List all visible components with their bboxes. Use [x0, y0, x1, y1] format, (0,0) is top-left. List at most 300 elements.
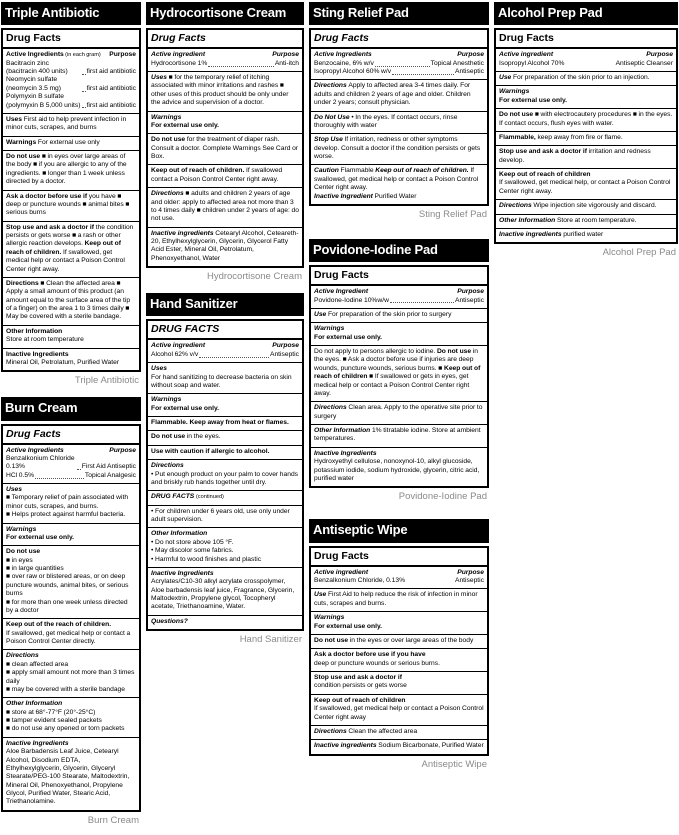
drug-facts-heading: Drug Facts: [311, 267, 487, 286]
facts-text: [151, 556, 299, 564]
text-span: Uses: [151, 74, 169, 82]
drug-facts-panel: [1, 424, 141, 812]
text-span: deep or puncture wounds or serious burns.: [314, 659, 440, 667]
facts-section: [311, 612, 487, 635]
facts-section: [3, 349, 139, 371]
text-span: Active Ingredients: [6, 51, 64, 59]
text-span: Do Not Use: [314, 113, 352, 121]
text-span: ■ Helps protect against harmful bacteria.: [6, 511, 126, 519]
drug-facts-panel: [146, 28, 304, 268]
panel-title: Antiseptic Wipe: [309, 519, 489, 542]
facts-section: [148, 112, 302, 135]
facts-text: [151, 547, 299, 555]
text-span: Active ingredient: [499, 51, 554, 59]
text-span: If swallowed, get medical help or contact a Poison Control Center right away.: [6, 248, 125, 273]
facts-text: [499, 202, 673, 210]
facts-section: [148, 506, 302, 529]
drug-facts-heading: Drug Facts: [311, 30, 487, 49]
text-span: Use: [499, 74, 513, 82]
text-span: ■ in eyes over large areas of the body ■ if you are allergic to any of the ingredients. ■ longer than 1 week unless directed by a doctor.: [6, 153, 127, 186]
facts-section: [3, 326, 139, 349]
text-span: Inactive Ingredients: [151, 569, 214, 577]
text-span: Purpose: [646, 51, 673, 59]
facts-section: [311, 726, 487, 740]
facts-section: [311, 309, 487, 323]
text-span: For hand sanitizing to decrease bacteria on skin without soap and water.: [151, 373, 292, 389]
facts-text: [6, 630, 136, 647]
dotted-leader: [35, 478, 84, 479]
facts-text: [499, 74, 673, 82]
text-span: Warnings: [151, 396, 182, 404]
text-span: Other Information: [151, 530, 208, 538]
purpose-label: [646, 51, 673, 59]
purpose-label: [457, 569, 484, 577]
text-span: Directions: [499, 202, 534, 210]
facts-text: [499, 134, 673, 142]
text-span: ■ over raw or blistered areas, or on deep puncture wounds, animal bites, or serious burns: [6, 573, 129, 598]
text-span: Uses: [151, 365, 167, 373]
facts-text: [6, 494, 136, 511]
facts-text: [151, 190, 299, 224]
ingredient-row: [151, 60, 299, 68]
ingredient-row: [314, 60, 484, 68]
text-span: Aloe Barbadensis Leaf Juice, Cetearyl Alcohol, Disodium EDTA, Ethylhexylglycerin, Glycerin, Glyceryl Stearate/PEG-100 Stearate, Maltodextrin, Mineral Oil, Phenoxyethanol, Propylene Glycol, Purified Water, Stearic Acid, Triethanolamine.: [6, 748, 130, 806]
facts-section: [311, 589, 487, 612]
facts-text: [314, 325, 484, 333]
text-span: Apply to affected area 3-4 times daily. For adults and children 2 years of age and older. Children under 2 years; consult physician.: [314, 82, 471, 107]
text-span: Active ingredient: [151, 51, 206, 59]
text-span: ■ with electrocautery procedures ■ in the eyes. If contact occurs, flush eyes with water.: [499, 111, 673, 127]
facts-text: [6, 717, 136, 725]
text-span: Keep out of reach of children.: [375, 167, 471, 175]
dotted-leader: [390, 302, 454, 303]
panel-title: Povidone-Iodine Pad: [309, 239, 489, 262]
ingredient-row: [314, 577, 484, 585]
facts-text: [314, 623, 484, 631]
text-span: Purpose: [457, 51, 484, 59]
ingredient-header-row: [6, 447, 136, 455]
text-span: Clean area. Apply to the operative site prior to surgery: [314, 404, 483, 420]
facts-text: [151, 508, 299, 525]
facts-text: [6, 700, 136, 708]
text-span: First Aid to help reduce the risk of infection in minor cuts, scrapes and burns.: [314, 591, 478, 607]
facts-text: [6, 725, 136, 733]
facts-section: [3, 698, 139, 738]
purpose-label: [457, 288, 484, 296]
text-span: Warnings: [151, 113, 182, 121]
ingredient-header-row: [314, 569, 484, 577]
ingredient-purpose: Anti-itch: [274, 59, 299, 67]
dotted-leader: [199, 357, 269, 358]
facts-section: [3, 650, 139, 698]
text-span: ■ in eyes: [6, 556, 33, 564]
facts-text: [6, 336, 136, 344]
text-span: Purpose: [272, 342, 299, 350]
facts-section: [311, 134, 487, 165]
text-span: Do not use: [6, 548, 41, 556]
drug-facts-panel: [494, 28, 678, 244]
facts-section: [496, 49, 676, 72]
text-span: Warnings: [6, 138, 38, 146]
facts-section: [148, 491, 302, 505]
text-span: Directions: [314, 82, 349, 90]
text-span: ■ apply small amount not more than 3 times daily: [6, 669, 135, 685]
drug-facts-panel: [309, 265, 489, 488]
text-span: ■ adults and children 2 years of age and older: apply to affected area not more than 3 to 4 times daily ■ children under 2 years of age: do not use.: [151, 190, 299, 223]
facts-text: [6, 534, 136, 542]
facts-text: [314, 682, 484, 690]
text-span: Other Information: [499, 216, 557, 224]
text-span: Keep out of reach of children: [499, 171, 591, 179]
drug-facts-heading: Drug Facts: [311, 548, 487, 567]
facts-text: [151, 462, 299, 470]
text-span: Do not use: [314, 636, 350, 644]
facts-text: [6, 669, 136, 686]
text-span: First aid to help prevent infection in minor cuts, scrapes, and burns: [6, 115, 127, 132]
active-ingredient-label: [314, 569, 368, 577]
ingredient-purpose: Antiseptic: [455, 577, 484, 585]
facts-text: [314, 614, 484, 622]
text-span: Wipe injection site vigorously and discard.: [533, 202, 657, 210]
text-span: For preparation of the skin prior to an injection.: [512, 74, 650, 82]
text-span: ■ for more than one week unless directed by a doctor: [6, 598, 128, 614]
text-span: • For children under 6 years old, use only under adult supervision.: [151, 507, 290, 524]
facts-text: [6, 557, 136, 565]
text-span: For external use only.: [151, 121, 220, 129]
drug-facts-heading: Drug Facts: [3, 426, 139, 445]
facts-section: [311, 740, 487, 753]
text-span: ■ for the temporary relief of itching associated with minor irritations and rashes ■ other uses of this product should be only under the advice and supervision of a doctor.: [151, 74, 289, 107]
facts-section: [3, 49, 139, 114]
ingredient-name: Polymyxin B sulfate (polymyxin B 5,000 units): [6, 93, 81, 109]
facts-text: [6, 193, 136, 218]
text-span: Warnings: [6, 525, 37, 533]
text-span: 1% titratable iodine. Store at ambient temperatures.: [314, 427, 481, 443]
text-span: For external use only.: [499, 96, 568, 104]
panel-caption: Triple Antibiotic: [74, 375, 139, 387]
facts-section: [311, 695, 487, 726]
text-span: Other Information: [6, 700, 63, 708]
ingredient-purpose: First Aid Antiseptic: [81, 463, 136, 471]
facts-section: [311, 649, 487, 672]
ingredient-name: Isopropyl Alcohol 60% w/v: [314, 68, 392, 76]
facts-section: [311, 448, 487, 487]
facts-section: [311, 165, 487, 204]
ingredient-purpose: first aid antibiotic: [86, 68, 136, 76]
text-span: Use with caution if allergic to alcohol.: [151, 447, 270, 455]
facts-text: [151, 539, 299, 547]
text-span: Ask a doctor before use if you have: [314, 651, 426, 659]
text-span: you have ■ deep or puncture wounds ■ animal bites ■ serious burns: [6, 192, 130, 217]
facts-section: [311, 323, 487, 346]
text-span: (in each gram): [63, 52, 101, 59]
ingredient-name: Bacitracin zinc (bacitracin 400 units): [6, 59, 68, 76]
dotted-leader: [208, 66, 274, 67]
facts-text: [6, 328, 136, 336]
text-span: Warnings: [314, 614, 345, 622]
column-1: [1, 2, 141, 835]
facts-text: [6, 748, 136, 807]
text-span: For external use only: [37, 138, 100, 146]
ingredient-row: [314, 68, 484, 76]
facts-section: [148, 165, 302, 188]
dotted-leader: [375, 66, 430, 67]
ingredient-header-row: [314, 51, 484, 59]
text-span: Clean the affected area: [348, 727, 418, 735]
ingredient-purpose: Antiseptic: [455, 296, 484, 304]
facts-text: [6, 280, 136, 322]
text-span: Other Information: [314, 427, 372, 435]
text-span: in the eyes or over large areas of the body: [349, 636, 474, 644]
drug-facts-heading: Drug Facts: [3, 30, 139, 49]
facts-section: [496, 215, 676, 229]
facts-text: [314, 705, 484, 722]
panel-caption: Hand Sanitizer: [239, 634, 302, 646]
ingredient-row: [6, 455, 136, 472]
facts-text: [6, 116, 136, 133]
text-span: • May discolor some fabrics.: [151, 547, 234, 555]
text-span: ■ store at 68°-77°F (20°-25°C): [6, 708, 96, 716]
text-span: Purified Water: [374, 192, 417, 200]
facts-section: [148, 340, 302, 363]
facts-section: [3, 445, 139, 485]
text-span: Inactive ingredients: [499, 230, 564, 238]
facts-text: [314, 114, 484, 131]
text-span: Purpose: [109, 446, 136, 454]
column-4: [494, 2, 678, 835]
text-span: Inactive ingredients: [314, 742, 379, 750]
facts-section: [148, 394, 302, 417]
dotted-leader: [82, 74, 86, 75]
facts-section: [3, 484, 139, 524]
facts-text: [314, 651, 484, 659]
facts-text: [151, 396, 299, 404]
ingredient-name: Hydrocortisone 1%: [151, 59, 208, 67]
facts-text: [151, 74, 299, 108]
text-span: Active Ingredients: [314, 51, 372, 59]
text-span: ■ do not use any opened or torn packets: [6, 725, 125, 733]
facts-text: [151, 570, 299, 578]
text-span: If swallowed, get medical help or contact a Poison Control Center directly.: [6, 629, 131, 646]
facts-section: [496, 229, 676, 242]
facts-text: [6, 548, 136, 556]
text-span: ■ in large quantities: [6, 565, 64, 573]
facts-text: [151, 136, 299, 161]
text-span: Mineral Oil, Petrolatum, Purified Water: [6, 358, 120, 366]
ingredient-name: Benzocaine, 6% w/v: [314, 59, 374, 67]
text-span: in the eyes. ■ Ask a doctor before use if injuries are deep wounds, puncture wounds, serious burns. ■: [314, 348, 478, 372]
panel-sting: [309, 2, 489, 220]
text-span: Do not use: [151, 136, 187, 144]
facts-text: [151, 618, 299, 626]
facts-text: [151, 471, 299, 488]
text-span: Hydroxyethyl cellulose, nonoxynol-10, alkyl glucoside, potassium iodide, sodium hydroxide, glycerin, citric acid, purified water: [314, 458, 480, 482]
text-span: For external use only.: [314, 622, 383, 630]
panel-hand: [146, 293, 304, 645]
facts-section: [148, 188, 302, 228]
text-span: Warnings: [314, 325, 345, 333]
text-span: Stop Use: [314, 136, 345, 144]
facts-text: [314, 458, 484, 483]
facts-section: [311, 567, 487, 590]
facts-text: [314, 591, 484, 608]
facts-text: [6, 573, 136, 598]
panel-caption: Antiseptic Wipe: [421, 758, 487, 770]
text-span: Purpose: [457, 288, 484, 296]
dotted-leader: [392, 74, 454, 75]
ingredient-row: [6, 93, 136, 110]
text-span: Flammable,: [499, 133, 538, 141]
ingredient-row: [6, 472, 136, 480]
facts-section: [148, 528, 302, 568]
purpose-label: [272, 51, 299, 59]
facts-text: [314, 742, 484, 750]
ingredient-purpose: first aid antibiotic: [86, 101, 136, 109]
panel-caption: Sting Relief Pad: [418, 208, 487, 220]
active-ingredient-label: [499, 51, 553, 59]
facts-section: [148, 72, 302, 112]
text-span: Use: [314, 591, 328, 599]
facts-text: [151, 578, 299, 612]
facts-text: [6, 740, 136, 748]
text-span: Inactive ingredients: [151, 229, 216, 237]
panel-title: Sting Relief Pad: [309, 2, 489, 25]
facts-section: [148, 446, 302, 460]
text-span: Other Information: [6, 327, 63, 335]
facts-text: [314, 697, 484, 705]
drug-facts-panel: [1, 28, 141, 372]
facts-section: [148, 431, 302, 445]
text-span: purified water: [563, 230, 604, 238]
facts-text: [6, 526, 136, 534]
facts-section: [311, 346, 487, 402]
ingredient-row: [499, 60, 673, 68]
text-span: If swallowed, get medical help, or contact a Poison Control Center right away.: [499, 179, 671, 195]
facts-text: [6, 359, 136, 367]
ingredient-name: HCl 0.5%: [6, 471, 35, 479]
facts-section: [148, 616, 302, 629]
ingredient-purpose: first aid antibiotic: [86, 84, 136, 92]
text-span: Inactive Ingredients: [314, 449, 377, 457]
facts-text: [314, 348, 484, 398]
facts-text: [151, 167, 299, 184]
facts-section: [311, 402, 487, 425]
facts-section: [311, 672, 487, 695]
facts-section: [496, 132, 676, 146]
text-span: Store at room temperature.: [556, 216, 637, 224]
text-span: Uses: [6, 115, 24, 123]
facts-section: [148, 228, 302, 267]
facts-section: [496, 200, 676, 214]
facts-section: [3, 137, 139, 151]
panel-caption: Povidone-Iodine Pad: [398, 491, 487, 503]
text-span: ■ Temporary relief of pain associated with minor cuts, scrapes, and burns.: [6, 494, 129, 510]
facts-section: [311, 635, 487, 649]
active-ingredient-label: [314, 288, 368, 296]
ingredient-name: Povidone-Iodine 10%w/w: [314, 296, 389, 304]
text-span: For external use only.: [6, 533, 75, 541]
facts-text: [314, 637, 484, 645]
text-span: Stop use and ask a doctor if: [314, 674, 402, 682]
facts-section: [148, 417, 302, 431]
facts-text: [151, 493, 299, 501]
text-span: Active Ingredients: [6, 446, 64, 454]
text-span: Store at room temperature: [6, 336, 84, 344]
facts-text: [314, 82, 484, 107]
dotted-leader: [82, 107, 86, 108]
ingredient-header-row: [151, 342, 299, 350]
ingredient-row: [151, 351, 299, 359]
facts-text: [499, 231, 673, 239]
text-span: Inactive Ingredient: [314, 192, 375, 200]
drug-facts-panel: [309, 28, 489, 206]
ingredient-purpose: Topical Anesthetic: [430, 59, 484, 67]
text-span: Ask a doctor before use if: [6, 192, 89, 200]
facts-section: [496, 109, 676, 132]
text-span: Directions: [151, 190, 186, 198]
ingredient-header-row: [151, 51, 299, 59]
text-span: Do not apply to persons allergic to iodine.: [314, 348, 437, 356]
text-span: Active ingredient: [151, 342, 206, 350]
facts-section: [3, 738, 139, 810]
text-span: Stop use and ask a doctor if: [499, 148, 589, 156]
facts-text: [151, 365, 299, 373]
facts-text: [314, 674, 484, 682]
text-span: Use: [314, 310, 328, 318]
facts-text: [499, 88, 673, 96]
ingredient-name: Alcohol 62% v/v: [151, 350, 199, 358]
active-ingredient-label: [6, 51, 101, 59]
text-span: Directions: [314, 404, 349, 412]
text-span: For external use only.: [314, 333, 383, 341]
text-span: Keep out of reach of children: [314, 364, 481, 381]
text-span: If swallowed, get medical help or contact a Poison Control Center right away.: [314, 167, 479, 192]
ingredient-name: Benzalkonium Chloride, 0.13%: [314, 577, 406, 585]
text-span: Acrylates/C10-30 alkyl acrylate crosspolymer, Aloe barbadensis leaf juice, Fragrance, Glycerin, Maltodextrin, Propylene glycol, Tocopheryl acetate, Triethanoamine, Water.: [151, 578, 295, 611]
facts-section: [3, 191, 139, 222]
ingredient-name: Benzalkonium Chloride 0.13%: [6, 454, 75, 471]
purpose-label: [109, 51, 136, 59]
text-span: Do not use: [436, 348, 473, 356]
facts-text: [314, 311, 484, 319]
facts-section: [3, 546, 139, 619]
facts-text: [6, 565, 136, 573]
facts-text: [6, 621, 136, 629]
panel-title: Burn Cream: [1, 397, 141, 420]
purpose-label: [457, 51, 484, 59]
facts-section: [496, 72, 676, 86]
facts-text: [151, 448, 299, 456]
text-span: Keep out of reach of children: [314, 696, 406, 704]
drug-facts-panel: [146, 319, 304, 631]
purpose-label: [109, 447, 136, 455]
text-span: If irritation, redness or other symptoms develop. Consult a doctor if the condition persists or gets worse.: [314, 136, 481, 161]
active-ingredient-label: [6, 447, 64, 455]
facts-text: [151, 419, 299, 427]
facts-section: [148, 134, 302, 165]
text-span: Do not use: [6, 153, 42, 161]
active-ingredient-label: [314, 51, 372, 59]
text-span: Directions: [151, 462, 184, 470]
facts-text: [151, 530, 299, 538]
text-span: Keep out of the reach of children.: [6, 621, 112, 629]
drug-facts-heading: Drug Facts: [148, 30, 302, 49]
text-span: (continued): [195, 494, 224, 501]
text-span: keep away from fire or flame.: [537, 133, 623, 141]
facts-section: [3, 524, 139, 547]
text-span: Inactive Ingredients: [6, 739, 69, 747]
text-span: ■ tamper evident sealed packets: [6, 717, 102, 725]
